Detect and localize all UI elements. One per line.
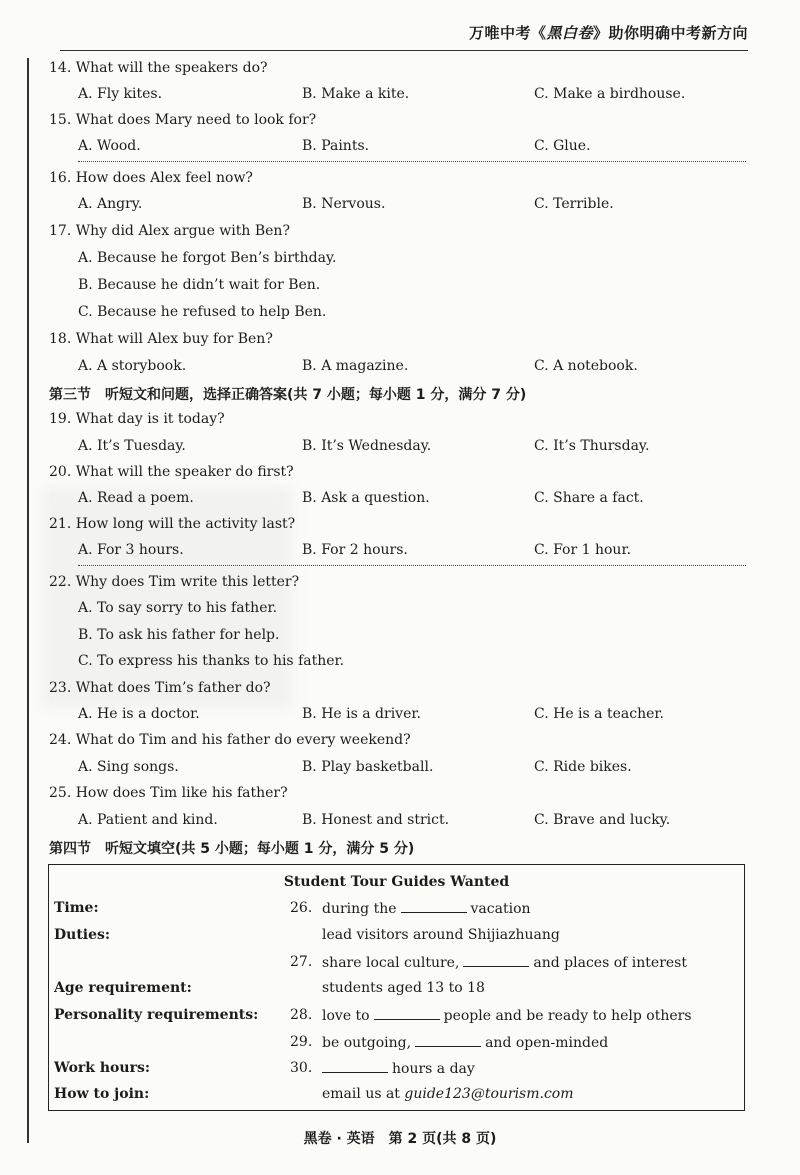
q15-option-b: B. Paints. [302,138,370,154]
item-27-number: 27. [290,954,313,970]
contact-email: guide123@tourism.com [404,1086,574,1102]
q16-option-b: B. Nervous. [302,196,386,212]
question-22: 22. Why does Tim write this letter? [49,574,300,590]
q16-option-c: C. Terrible. [534,196,614,212]
label-work-hours: Work hours: [54,1060,150,1076]
question-23: 23. What does Tim’s father do? [49,680,271,696]
q17-option-c: C. Because he refused to help Ben. [78,304,327,320]
q16-option-a: A. Angry. [78,196,143,212]
q15-option-a: A. Wood. [78,138,141,154]
answer-blank-29[interactable] [415,1034,481,1047]
q19-option-a: A. It’s Tuesday. [78,438,186,454]
item-27-text: share local culture, and places of interest [322,955,687,971]
question-18: 18. What will Alex buy for Ben? [49,331,273,347]
answer-blank-30[interactable] [322,1060,388,1073]
q20-option-b: B. Ask a question. [302,490,430,506]
label-time: Time: [54,900,99,916]
q22-option-c: C. To express his thanks to his father. [78,653,345,669]
item-30-number: 30. [290,1060,313,1076]
divider [78,161,746,162]
section-3-heading: 第三节 听短文和问题，选择正确答案(共 7 小题；每小题 1 分，满分 7 分) [49,387,527,403]
question-14: 14. What will the speakers do? [49,60,268,76]
question-25: 25. How does Tim like his father? [49,785,288,801]
q18-option-c: C. A notebook. [534,358,638,374]
brand-highlight: 黑白卷 [546,24,593,42]
q24-option-a: A. Sing songs. [78,759,179,775]
q17-option-b: B. Because he didn’t wait for Ben. [78,277,321,293]
item-26-number: 26. [290,900,313,916]
q19-option-c: C. It’s Thursday. [534,438,650,454]
item-29-text: be outgoing, and open-minded [322,1035,609,1051]
q18-option-b: B. A magazine. [302,358,409,374]
q21-option-b: B. For 2 hours. [302,542,408,558]
duty-text: lead visitors around Shijiazhuang [322,927,560,943]
divider [78,565,746,566]
answer-blank-26[interactable] [401,900,467,913]
label-duties: Duties: [54,927,111,943]
question-17: 17. Why did Alex argue with Ben? [49,223,290,239]
question-20: 20. What will the speaker do first? [49,464,294,480]
q24-option-b: B. Play basketball. [302,759,434,775]
q19-option-b: B. It’s Wednesday. [302,438,432,454]
item-28-text: love to people and be ready to help others [322,1008,692,1024]
q14-option-b: B. Make a kite. [302,86,410,102]
question-15: 15. What does Mary need to look for? [49,112,317,128]
section-4-heading: 第四节 听短文填空(共 5 小题；每小题 1 分，满分 5 分) [49,841,415,857]
q14-option-a: A. Fly kites. [78,86,163,102]
question-19: 19. What day is it today? [49,411,225,427]
q25-option-a: A. Patient and kind. [78,812,218,828]
q23-option-c: C. He is a teacher. [534,706,664,722]
label-how-to-join: How to join: [54,1086,150,1102]
q22-option-b: B. To ask his father for help. [78,627,280,643]
item-30-text: hours a day [322,1060,475,1077]
item-29-number: 29. [290,1034,313,1050]
q21-option-a: A. For 3 hours. [78,542,184,558]
header-rule [60,50,748,51]
binding-rule [27,58,29,1143]
age-text: students aged 13 to 18 [322,980,485,996]
page-footer: 黑卷 · 英语 第 2 页(共 8 页) [303,1131,497,1147]
question-16: 16. How does Alex feel now? [49,170,253,186]
q20-option-c: C. Share a fact. [534,490,644,506]
q25-option-b: B. Honest and strict. [302,812,450,828]
join-text: email us at guide123@tourism.com [322,1086,574,1102]
q20-option-a: A. Read a poem. [78,490,194,506]
q25-option-c: C. Brave and lucky. [534,812,671,828]
label-age: Age requirement: [54,980,192,996]
notice-title: Student Tour Guides Wanted [283,874,510,890]
q17-option-a: A. Because he forgot Ben’s birthday. [78,250,337,266]
q14-option-c: C. Make a birdhouse. [534,86,686,102]
q24-option-c: C. Ride bikes. [534,759,632,775]
question-24: 24. What do Tim and his father do every weekend? [49,732,411,748]
notice-box [48,864,745,1111]
q23-option-b: B. He is a driver. [302,706,421,722]
q15-option-c: C. Glue. [534,138,591,154]
q18-option-a: A. A storybook. [78,358,187,374]
q23-option-a: A. He is a doctor. [78,706,200,722]
label-personality: Personality requirements: [54,1007,259,1023]
answer-blank-27[interactable] [463,954,529,967]
item-28-number: 28. [290,1007,313,1023]
answer-blank-28[interactable] [374,1007,440,1020]
q22-option-a: A. To say sorry to his father. [78,600,278,616]
page-header: 万唯中考《黑白卷》助你明确中考新方向 [468,24,748,42]
question-21: 21. How long will the activity last? [49,516,296,532]
item-26-text: during the vacation [322,901,531,917]
q21-option-c: C. For 1 hour. [534,542,632,558]
